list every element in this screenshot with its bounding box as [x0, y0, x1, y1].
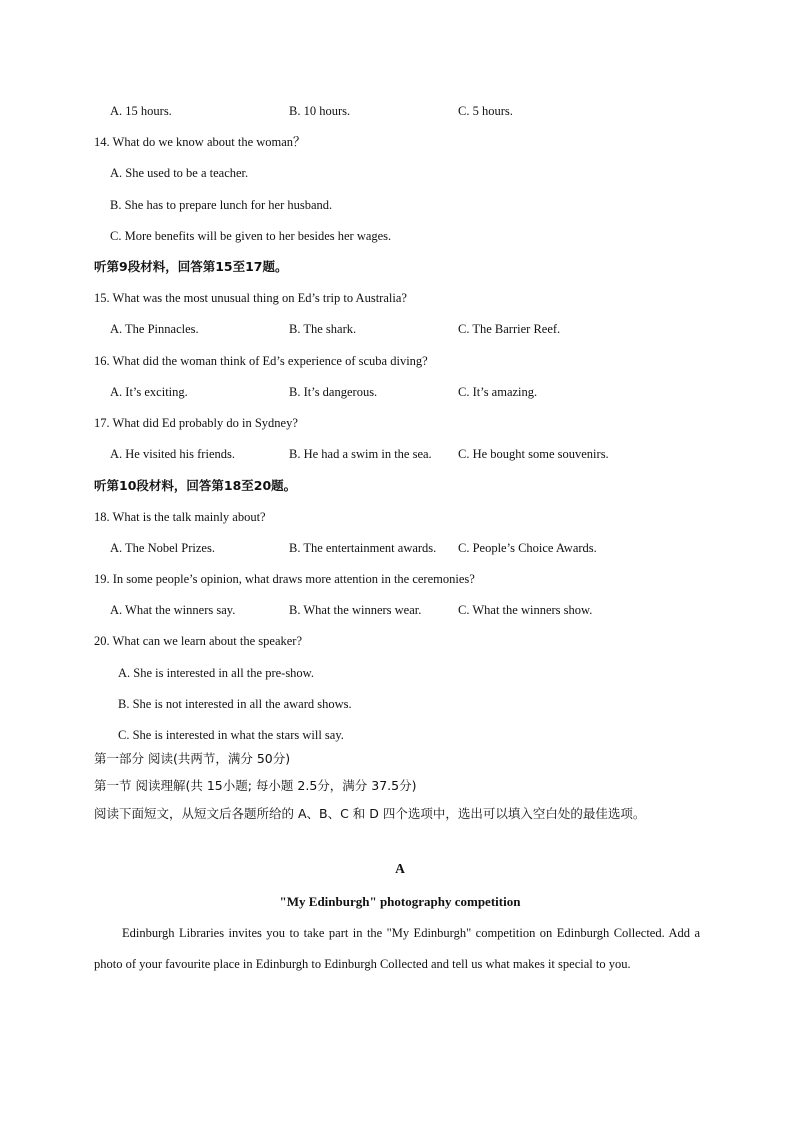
question-20: 20. What can we learn about the speaker? — [94, 634, 303, 648]
option-c: C. People’s Choice Awards. — [458, 541, 597, 555]
option-a: A. She used to be a teacher. — [110, 166, 249, 180]
section-title: 第一节 阅读理解(共 15小题; 每小题 2.5分，满分 37.5分) — [94, 778, 417, 793]
instruction-text: 阅读下面短文，从短文后各题所给的 A、B、C 和 D 四个选项中，选出可以填入空白处的最佳选项。 — [94, 806, 646, 821]
option-b: B. He had a swim in the sea. — [289, 447, 432, 461]
option-c: C. She is interested in what the stars will say. — [118, 728, 344, 742]
option-c: C. 5 hours. — [458, 104, 513, 118]
option-a: A. It’s exciting. — [110, 385, 188, 399]
option-a: A. He visited his friends. — [110, 447, 235, 461]
section-heading: 听第10段材料，回答第18至20题。 — [94, 478, 297, 493]
section-heading: 听第9段材料，回答第15至17题。 — [94, 259, 288, 274]
passage-letter: A — [395, 861, 405, 876]
option-b: B. The entertainment awards. — [289, 541, 437, 555]
option-c: C. More benefits will be given to her besides her wages. — [110, 229, 392, 243]
option-b: B. The shark. — [289, 322, 357, 336]
part-title: 第一部分 阅读(共两节，满分 50分) — [94, 751, 291, 766]
option-b: B. She is not interested in all the award shows. — [118, 697, 352, 711]
option-c: C. It’s amazing. — [458, 385, 538, 399]
option-c: C. He bought some souvenirs. — [458, 447, 609, 461]
option-c: C. The Barrier Reef. — [458, 322, 561, 336]
passage-body: Edinburgh Libraries invites you to take part in the "My Edinburgh" competition on Edinburgh Collected. Add a photo of your favourite place in Edinburgh to Edinburgh Collected and tell us what makes it special to you. — [94, 926, 700, 971]
option-b: B. It’s dangerous. — [289, 385, 378, 399]
option-a: A. The Pinnacles. — [110, 322, 199, 336]
question-15: 15. What was the most unusual thing on Ed’s trip to Australia? — [94, 291, 407, 305]
question-18: 18. What is the talk mainly about? — [94, 510, 266, 524]
option-a: A. What the winners say. — [110, 603, 236, 617]
option-a: A. 15 hours. — [110, 104, 172, 118]
question-16: 16. What did the woman think of Ed’s experience of scuba diving? — [94, 354, 428, 368]
question-17: 17. What did Ed probably do in Sydney? — [94, 416, 298, 430]
option-b: B. She has to prepare lunch for her husband. — [110, 198, 333, 212]
option-b: B. 10 hours. — [289, 104, 351, 118]
option-b: B. What the winners wear. — [289, 603, 422, 617]
option-a: A. She is interested in all the pre-show. — [118, 666, 315, 680]
option-c: C. What the winners show. — [458, 603, 593, 617]
passage-title: "My Edinburgh" photography competition — [279, 894, 521, 909]
question-14: 14. What do we know about the woman？ — [94, 135, 306, 149]
option-a: A. The Nobel Prizes. — [110, 541, 215, 555]
question-19: 19. In some people’s opinion, what draws more attention in the ceremonies? — [94, 572, 475, 586]
